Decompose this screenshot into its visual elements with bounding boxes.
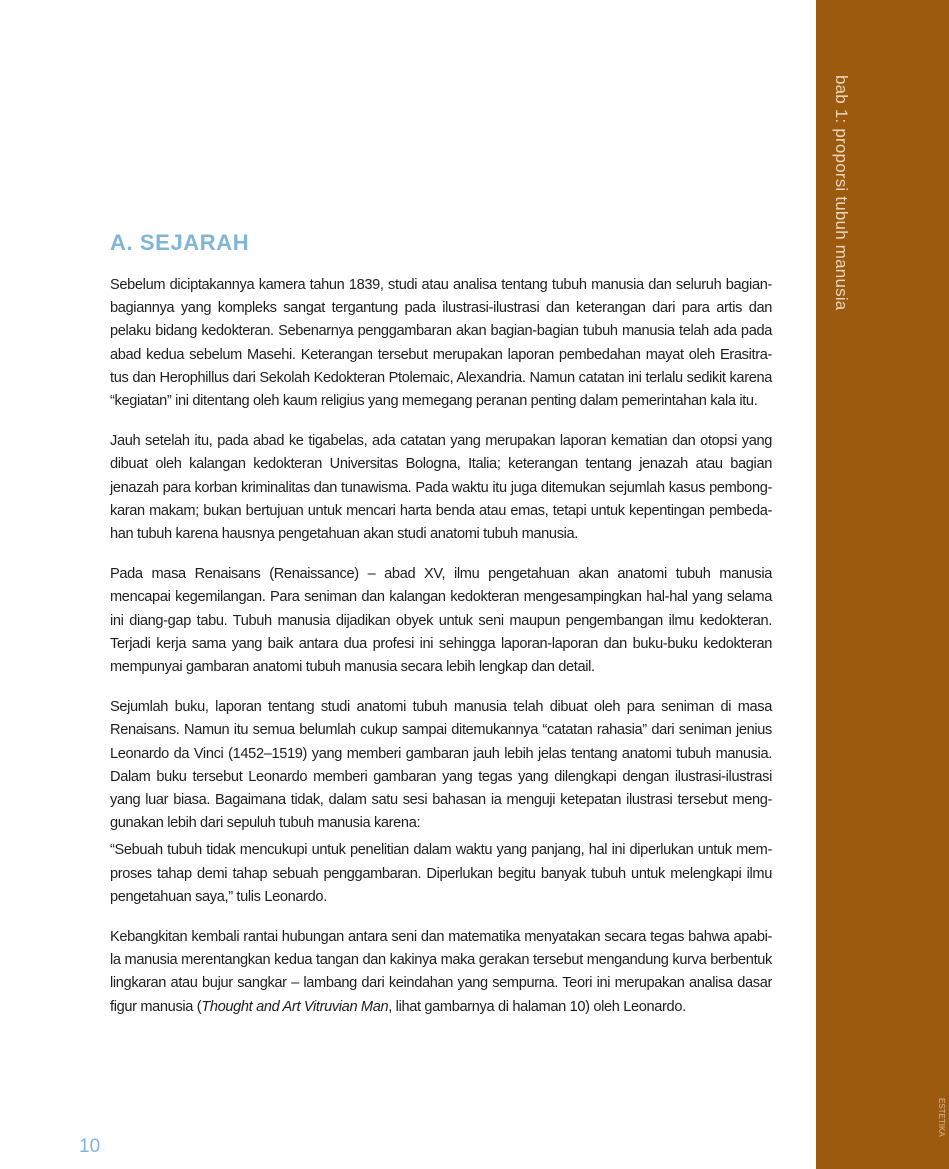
body-text bbox=[110, 274, 772, 1036]
chapter-label: bab 1: proporsi tubuh manusia bbox=[832, 75, 851, 311]
artwork-title: Thought and Art Vitruvian Man bbox=[201, 998, 389, 1015]
paragraph: Pada masa Renaisans (Renaissance) – abad XV, ilmu pengetahuan akan anatomi tubuh manusia mencapai kegemilangan. Para seniman dan kalangan kedokteran mengesampingkan hal-hal yang selama ini diang-gap tabu. Tubuh manusia dijadikan obyek untuk seni maupun pengembangan ilmu kedokteran. Terjadi kerja sama yang baik antara dua profesi ini sehingga laporan-laporan dan buku-buku kedokteran mempunyai gambaran anatomi tubuh manusia secara lebih lengkap dan detail. bbox=[110, 566, 772, 676]
page-number: 10 bbox=[79, 1136, 101, 1157]
paragraph: Sebelum diciptakannya kamera tahun 1839, studi atau analisa tentang tubuh manusia dan seluruh bagian-bagiannya yang kompleks sangat tergantung pada ilustrasi-ilustrasi dan keterangan dari para artis dan pelaku bidang kedokteran. Sebenarnya penggambaran akan bagian-bagian tubuh manusia telah ada pada abad kedua sebelum Masehi. Keterangan tersebut merupakan laporan pembedahan mayat oleh Erasitra-tus dan Herophillus dari Sekolah Kedokteran Ptolemaic, Alexandria. Namun catatan ini terlalu sedikit karena “kegiatan” ini ditentang oleh kaum religius yang memegang peranan penting dalam pemerintahan kala itu. bbox=[110, 277, 772, 410]
paragraph: Sejumlah buku, laporan tentang studi anatomi tubuh manusia telah dibuat oleh para seniman di masa Renaisans. Namun itu semua belumlah cukup sampai ditemukannya “catatan rahasia” dari seniman jenius Leonardo da Vinci (1452–1519) yang memberi gambaran jauh lebih jelas tentang anatomi tubuh manusia. Dalam buku tersebut Leonardo memberi gambaran yang tegas yang dilengkapi dengan ilustrasi-ilustrasi yang luar biasa. Bagaimana tidak, dalam satu sesi bahasan ia menguji ketepatan ilustrasi tersebut meng-gunakan lebih dari sepuluh tubuh manusia karena: bbox=[110, 699, 772, 832]
side-code: ESTETIKA bbox=[937, 1098, 946, 1137]
quote-paragraph: “Sebuah tubuh tidak mencukupi untuk penelitian dalam waktu yang panjang, hal ini diperlukan untuk mem-proses tahap demi tahap sebuah penggambaran. Diperlukan begitu banyak tubuh untuk melengkapi ilmu pengetahuan saya,” tulis Leonardo. bbox=[110, 842, 772, 905]
paragraph: Jauh setelah itu, pada abad ke tigabelas, ada catatan yang merupakan laporan kematian dan otopsi yang dibuat oleh kalangan kedokteran Universitas Bologna, Italia; keterangan tentang jenazah atau bagian jenazah para korban kriminalitas dan tunawisma. Pada waktu itu juga ditemukan sejumlah kasus pembong-karan makam; bukan bertujuan untuk mencari harta benda atau emas, tetapi untuk kepentingan pembeda-han tubuh karena hausnya pengetahuan akan studi anatomi tubuh manusia. bbox=[110, 433, 772, 543]
paragraph-text: Kebangkitan kembali rantai hubungan antara seni dan matematika menyatakan secara tegas bahwa apabi-la manusia merentangkan kedua tangan dan kakinya maka gerakan tersebut mengandung kurva berbentuk lingkaran atau bujur sangkar – lambang dari keindahan yang sempurna. Teori ini merupakan analisa dasar figur manusia ( bbox=[110, 929, 772, 1015]
paragraph bbox=[110, 926, 772, 1019]
section-heading: A. SEJARAH bbox=[110, 230, 250, 255]
paragraph-text: , lihat gambarnya di halaman 10) oleh Leonardo. bbox=[388, 998, 686, 1015]
